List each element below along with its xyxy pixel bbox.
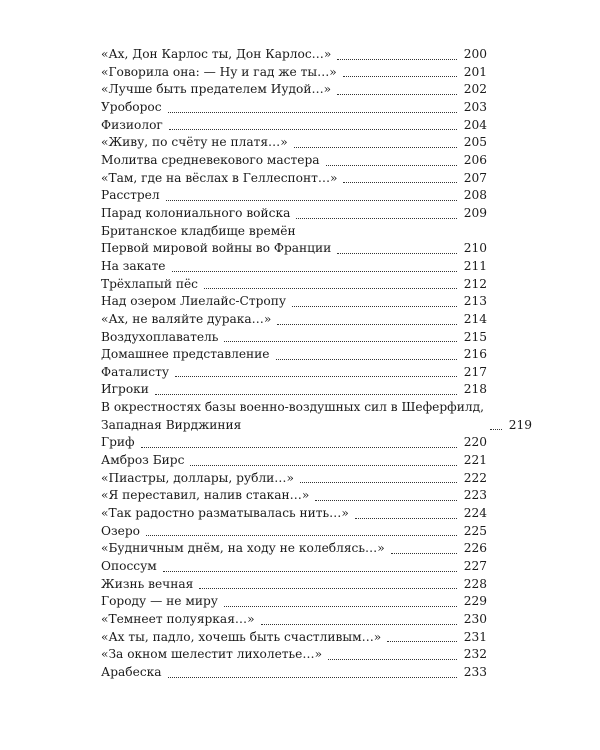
dot-leader bbox=[168, 112, 457, 113]
dot-leader bbox=[294, 147, 457, 148]
toc-entry-title bbox=[101, 311, 271, 329]
toc-entry-page-number: 210 bbox=[463, 241, 487, 256]
toc-entry-title-line: Арабеска bbox=[101, 664, 162, 679]
toc-entry-title-line: «Живу, по счёту не платя…» bbox=[101, 135, 288, 150]
dot-leader bbox=[224, 606, 457, 607]
dot-leader bbox=[166, 200, 457, 201]
dot-leader bbox=[387, 641, 457, 642]
toc-entry-page-number: 206 bbox=[463, 152, 487, 167]
toc-entry bbox=[101, 646, 487, 664]
toc-entry-title bbox=[101, 134, 288, 152]
toc-entry bbox=[101, 629, 487, 647]
toc-entry-title bbox=[101, 46, 331, 64]
dot-leader bbox=[169, 129, 457, 130]
toc-entry-title bbox=[101, 364, 169, 382]
toc-entry-title-line: «Ах, Дон Карлос ты, Дон Карлос…» bbox=[101, 47, 332, 61]
toc-entry-page-number: 207 bbox=[463, 170, 487, 185]
toc-entry-title bbox=[101, 64, 337, 82]
toc-entry bbox=[101, 276, 487, 294]
toc-entry bbox=[101, 540, 487, 558]
toc-entry bbox=[101, 558, 487, 576]
toc-entry bbox=[101, 399, 532, 434]
toc-entry-title bbox=[101, 293, 286, 311]
toc-entry bbox=[101, 117, 487, 135]
toc-entry-page-number: 217 bbox=[463, 364, 487, 379]
toc-entry-title-line: Трёхлапый пёс bbox=[101, 276, 199, 291]
toc-entry-title-line: Жизнь вечная bbox=[101, 576, 194, 591]
toc-entry-page-number: 208 bbox=[463, 188, 487, 203]
toc-entry-title bbox=[101, 540, 385, 558]
toc-entry-title bbox=[101, 152, 320, 170]
toc-entry-title-line: «Я переставил, налив стакан…» bbox=[101, 488, 310, 503]
toc-entry-page-number: 211 bbox=[463, 258, 487, 273]
toc-entry bbox=[101, 381, 487, 399]
toc-entry-title bbox=[101, 223, 331, 258]
toc-entry bbox=[101, 134, 487, 152]
toc-entry-title-line: «Так радостно разматывалась нить…» bbox=[101, 506, 349, 521]
toc-entry-title-line: «Там, где на вёслах в Геллеспонт…» bbox=[101, 170, 338, 185]
toc-entry-title bbox=[101, 452, 184, 470]
toc-entry-title bbox=[101, 434, 135, 452]
toc-entry bbox=[101, 170, 487, 188]
toc-entry-title-line: В окрестностях базы военно-воздушных сил в Шеферфилд, bbox=[101, 400, 484, 415]
toc-entry-page-number: 225 bbox=[463, 523, 487, 538]
toc-entry-title-line: Британское кладбище времён bbox=[101, 223, 296, 238]
toc-entry-page-number: 214 bbox=[463, 311, 487, 326]
toc-entry-title bbox=[101, 99, 162, 117]
toc-entry-title-line: «Темнеет полуяркая…» bbox=[101, 612, 255, 626]
toc-entry-title-line: «Будничным днём, на ходу не колеблясь…» bbox=[101, 541, 385, 556]
dot-leader bbox=[300, 482, 457, 483]
toc-entry-title bbox=[101, 576, 193, 594]
toc-entry-page-number: 218 bbox=[463, 382, 487, 397]
toc-entry-title-line: «За окном шелестит лихолетье…» bbox=[101, 647, 323, 662]
dot-leader bbox=[204, 288, 457, 289]
toc-entry-title-line: Городу — не миру bbox=[101, 594, 218, 609]
toc-entry-page-number: 201 bbox=[463, 64, 487, 79]
table-of-contents bbox=[101, 46, 532, 682]
dot-leader bbox=[296, 218, 457, 219]
dot-leader bbox=[343, 182, 457, 183]
toc-entry bbox=[101, 470, 487, 488]
toc-entry-title-line: Над озером Лиелайс-Стропу bbox=[101, 294, 287, 309]
toc-entry-title-line: Домашнее представление bbox=[101, 347, 270, 362]
toc-entry-title bbox=[101, 664, 162, 682]
toc-entry-page-number: 232 bbox=[463, 647, 487, 662]
toc-entry-title-line: Молитва средневекового мастера bbox=[101, 152, 320, 167]
toc-entry-page-number: 233 bbox=[463, 664, 487, 679]
toc-entry-title-line: Озеро bbox=[101, 523, 140, 538]
dot-leader bbox=[199, 588, 457, 589]
toc-entry-page-number: 212 bbox=[463, 276, 487, 291]
toc-entry-page-number: 230 bbox=[463, 612, 487, 626]
toc-entry bbox=[101, 81, 487, 99]
dot-leader bbox=[337, 253, 457, 254]
toc-entry-title bbox=[101, 593, 218, 611]
dot-leader bbox=[292, 306, 457, 307]
toc-entry-title bbox=[101, 346, 270, 364]
toc-entry bbox=[101, 99, 487, 117]
toc-entry-title bbox=[101, 258, 166, 276]
toc-entry-title-line: «Ах ты, падло, хочешь быть счастливым…» bbox=[101, 629, 382, 644]
toc-entry bbox=[101, 329, 487, 347]
toc-entry bbox=[101, 434, 487, 452]
toc-entry bbox=[101, 346, 487, 364]
toc-entry-title-line: «Ах, не валяйте дурака…» bbox=[101, 311, 272, 326]
toc-entry-title bbox=[101, 170, 337, 188]
toc-entry bbox=[101, 487, 487, 505]
toc-entry-page-number: 205 bbox=[463, 135, 487, 150]
toc-entry-title bbox=[101, 558, 157, 576]
toc-entry-page-number: 231 bbox=[463, 629, 487, 644]
toc-entry-title bbox=[101, 187, 160, 205]
toc-entry-page-number: 220 bbox=[463, 435, 487, 450]
toc-entry-title bbox=[101, 381, 149, 399]
toc-entry-page-number: 204 bbox=[463, 117, 487, 132]
toc-entry-page-number: 209 bbox=[463, 205, 487, 220]
toc-entry bbox=[101, 258, 487, 276]
toc-entry-page-number: 228 bbox=[463, 576, 487, 591]
toc-entry-title bbox=[101, 276, 198, 294]
toc-entry-title-line: Западная Вирджиния bbox=[101, 417, 242, 432]
toc-entry-title-line: Игроки bbox=[101, 382, 149, 397]
dot-leader bbox=[155, 394, 457, 395]
toc-entry-title-line: Расстрел bbox=[101, 188, 160, 203]
toc-entry-page-number: 202 bbox=[463, 82, 487, 97]
dot-leader bbox=[343, 76, 457, 77]
toc-entry-title-line: Гриф bbox=[101, 435, 135, 450]
toc-entry-page-number: 227 bbox=[463, 559, 487, 574]
toc-entry-title bbox=[101, 646, 322, 664]
toc-entry-title bbox=[101, 329, 218, 347]
toc-entry-title-line: Фаталисту bbox=[101, 364, 169, 379]
dot-leader bbox=[175, 376, 457, 377]
toc-entry-title bbox=[101, 611, 255, 629]
toc-entry-title-line: «Пиастры, доллары, рубли…» bbox=[101, 470, 294, 485]
dot-leader bbox=[277, 324, 457, 325]
toc-entry-page-number: 223 bbox=[463, 488, 487, 503]
toc-entry-title bbox=[101, 399, 484, 434]
toc-entry bbox=[101, 452, 487, 470]
toc-entry-title bbox=[101, 81, 331, 99]
toc-entry bbox=[101, 593, 487, 611]
toc-entry bbox=[101, 364, 487, 382]
toc-entry bbox=[101, 664, 487, 682]
toc-entry bbox=[101, 205, 487, 223]
toc-entry-title-line: Первой мировой войны во Франции bbox=[101, 241, 332, 256]
toc-entry-page-number: 222 bbox=[463, 470, 487, 485]
toc-entry-title-line: На закате bbox=[101, 258, 166, 273]
toc-entry bbox=[101, 223, 487, 258]
dot-leader bbox=[163, 571, 457, 572]
toc-entry bbox=[101, 64, 487, 82]
toc-entry-title-line: Физиолог bbox=[101, 117, 163, 132]
toc-entry-page-number: 215 bbox=[463, 329, 487, 344]
dot-leader bbox=[168, 677, 457, 678]
toc-entry-page-number: 219 bbox=[508, 417, 532, 432]
dot-leader bbox=[328, 659, 457, 660]
toc-entry-title-line: Уроборос bbox=[101, 99, 162, 114]
dot-leader bbox=[276, 359, 458, 360]
toc-entry-page-number: 221 bbox=[463, 453, 487, 468]
toc-entry-title bbox=[101, 629, 381, 647]
toc-entry-page-number: 226 bbox=[463, 541, 487, 556]
dot-leader bbox=[337, 94, 457, 95]
toc-entry bbox=[101, 46, 487, 64]
dot-leader bbox=[315, 500, 457, 501]
dot-leader bbox=[391, 553, 457, 554]
dot-leader bbox=[141, 447, 457, 448]
toc-entry-title-line: Опоссум bbox=[101, 559, 157, 574]
toc-entry bbox=[101, 187, 487, 205]
toc-entry bbox=[101, 523, 487, 541]
dot-leader bbox=[146, 535, 457, 536]
toc-entry-title bbox=[101, 505, 349, 523]
dot-leader bbox=[326, 165, 457, 166]
dot-leader bbox=[261, 624, 457, 625]
toc-entry-title-line: Парад колониального войска bbox=[101, 205, 291, 220]
toc-entry-title bbox=[101, 523, 140, 541]
dot-leader bbox=[337, 59, 457, 60]
toc-entry-title bbox=[101, 487, 309, 505]
toc-entry bbox=[101, 152, 487, 170]
toc-entry-title-line: Амброз Бирс bbox=[101, 453, 185, 468]
toc-entry-page-number: 213 bbox=[463, 294, 487, 309]
dot-leader bbox=[490, 429, 502, 430]
toc-entry-title bbox=[101, 117, 163, 135]
toc-entry-title bbox=[101, 205, 290, 223]
dot-leader bbox=[190, 465, 457, 466]
toc-entry-page-number: 224 bbox=[463, 506, 487, 521]
toc-entry-title bbox=[101, 470, 294, 488]
dot-leader bbox=[224, 341, 457, 342]
toc-entry-title-line: «Лучше быть предателем Иудой…» bbox=[101, 82, 332, 97]
toc-entry bbox=[101, 611, 487, 629]
toc-entry bbox=[101, 576, 487, 594]
dot-leader bbox=[355, 518, 457, 519]
toc-entry-title-line: Воздухоплаватель bbox=[101, 329, 219, 344]
toc-entry bbox=[101, 311, 487, 329]
toc-entry-page-number: 229 bbox=[463, 594, 487, 609]
toc-entry-page-number: 203 bbox=[463, 99, 487, 114]
dot-leader bbox=[172, 271, 457, 272]
toc-entry bbox=[101, 293, 487, 311]
toc-entry bbox=[101, 505, 487, 523]
toc-entry-page-number: 200 bbox=[463, 47, 487, 61]
toc-entry-title-line: «Говорила она: — Ну и гад же ты…» bbox=[101, 64, 337, 79]
toc-entry-page-number: 216 bbox=[463, 347, 487, 362]
